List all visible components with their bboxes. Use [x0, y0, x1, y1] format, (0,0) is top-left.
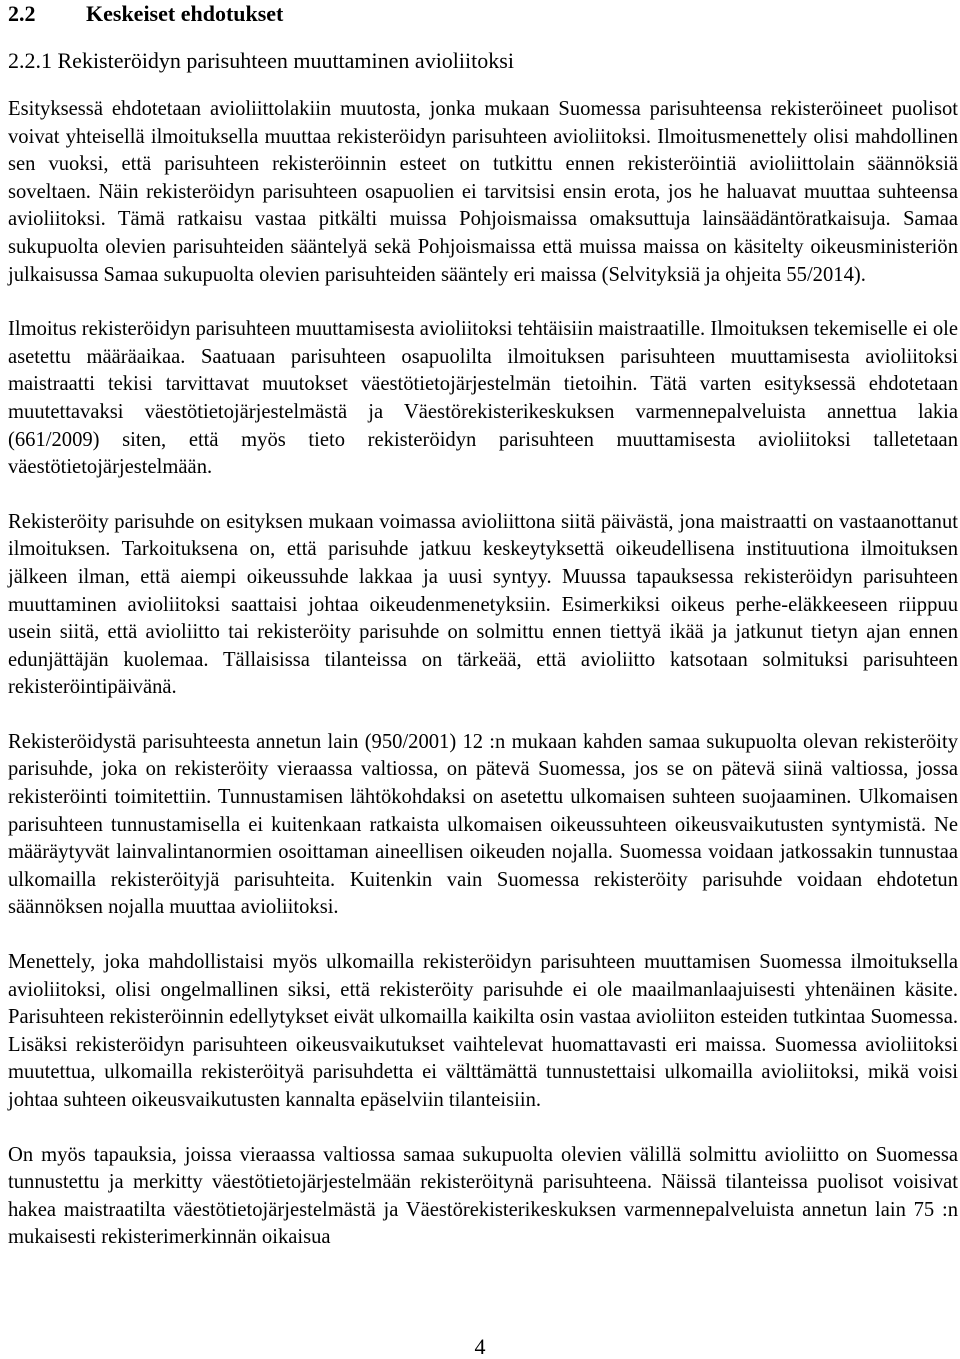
paragraph: Esityksessä ehdotetaan avioliittolakiin muutosta, jonka mukaan Suomessa parisuhteensa rekisteröineet puolisot voivat yhteisellä ilmoituksella muuttaa rekisteröidyn parisuhteen avioliitoksi. Ilmoitusmenettely olisi mahdollinen sen vuoksi, että parisuhteen rekisteröinnin esteet on tutkittu ennen rekisteröintiä avioliittolain säännöksiä soveltaen. Näin rekisteröidyn parisuhteen osapuolien ei tarvitsisi ensin erota, jos he haluavat muuttaa suhteensa avioliitoksi. Tämä ratkaisu vastaa pitkälti muissa Pohjoismaissa omaksuttuja lainsäädäntöratkaisuja. Samaa sukupuolta olevien parisuhteiden sääntelyä sekä Pohjoismaissa että muissa maissa on käsitelty oikeusministeriön julkaisussa Samaa sukupuolta olevien parisuhteiden sääntely eri maissa (Selvityksiä ja ohjeita 55/2014).: [8, 98, 958, 286]
section-number: 2.2: [8, 1, 36, 26]
paragraph: Menettely, joka mahdollistaisi myös ulkomailla rekisteröidyn parisuhteen muuttamisen Suomessa ilmoituksella avioliitoksi, olisi ongelmallinen siksi, että rekisteröity parisuhde ei ole maailmanlaajuisesti yhtenäinen käsite. Parisuhteen rekisteröinnin edellytykset eivät ulkomailla kaikilta osin vastaa avioliiton esteiden tutkintaa Suomessa. Lisäksi rekisteröidyn parisuhteen oikeusvaikutukset vaihtelevat huomattavasti eri maissa. Suomessa avioliitoksi muutettua, ulkomailla rekisteröityä parisuhdetta ei välttämättä tunnustettaisi ulkomailla avioliitoksi, mikä voisi johtaa suhteen oikeusvaikutusten kannalta epäselviin tilanteisiin.: [8, 951, 958, 1111]
paragraph: On myös tapauksia, joissa vieraassa valtiossa samaa sukupuolta olevien välillä solmittu avioliitto on Suomessa tunnustettu ja merkitty väestötietojärjestelmään rekisteröitynä parisuhteena. Näissä tilanteissa puolisot voisivat hakea maistraatilta väestötietojärjestelmästä ja Väestörekisterikeskuksen varmennepalveluista annetun lain 75 :n mukaisesti rekisterimerkinnän oikaisua: [8, 1143, 958, 1249]
paragraph: Rekisteröity parisuhde on esityksen mukaan voimassa avioliittona siitä päivästä, jona maistraatti on vastaanottanut ilmoituksen. Tarkoituksena on, että parisuhde jatkuu keskeytyksettä oikeudellisena instituutiona ilmoituksen jälkeen ilman, että aiempi oikeussuhde lakkaa ja uusi syntyy. Muussa tapauksessa rekisteröidyn parisuhteen muuttaminen avioliitoksi saattaisi johtaa oikeudenmenetyksiin. Esimerkiksi oikeus perhe-eläkkeeseen riippuu usein siitä, että avioliitto tai rekisteröity parisuhde on solmittu ennen tiettyä ikää ja jatkunut tietyn ajan ennen edunjättäjän kuolemaa. Tällaisissa tilanteissa on tärkeää, että avioliitto katsotaan solmituksi parisuhteen rekisteröintipäivänä.: [8, 510, 958, 699]
section-title: Keskeiset ehdotukset: [86, 1, 284, 26]
paragraph: Ilmoitus rekisteröidyn parisuhteen muuttamisesta avioliitoksi tehtäisiin maistraatille. Ilmoituksen tekemiselle ei ole asetettu määräaikaa. Saatuaan parisuhteen osapuolilta ilmoituksen parisuhteen muuttamisesta avioliitoksi maistraatti tekisi tarvittavat muutokset väestötietojärjestelmän tietoihin. Tätä varten esityksessä ehdotetaan muutettavaksi väestötietojärjestelmästä ja Väestörekisterikeskuksen varmennepalveluista annettua lakia (661/2009) siten, että myös tieto rekisteröidyn parisuhteen muuttamisesta avioliitoksi talletetaan väestötietojärjestelmään.: [8, 318, 958, 479]
section-heading: [8, 1, 283, 27]
paragraph: Rekisteröidystä parisuhteesta annetun lain (950/2001) 12 :n mukaan kahden samaa sukupuolta olevan rekisteröity parisuhde, joka on rekisteröity vieraassa valtiossa, on pätevä Suomessa, jos se on pätevä siinä valtiossa, jossa rekisteröinti toimitettiin. Tunnustamisen lähtökohdaksi on asetettu ulkomaisen suhteen suojaaminen. Ulkomaisen parisuhteen tunnustamisella ei kuitenkaan ratkaista ulkomaisen oikeussuhteen oikeusvaikutusten syntymistä. Ne määräytyvät lainvalintanormien osoittaman aineellisen oikeuden nojalla. Suomessa voidaan jatkossakin tunnustaa ulkomailla rekisteröityjä parisuhteita. Kuitenkin vain Suomessa rekisteröity parisuhde voidaan ehdotetun säännöksen nojalla muuttaa avioliitoksi.: [8, 730, 958, 919]
document-body: [8, 96, 958, 1279]
subsection-heading: 2.2.1 Rekisteröidyn parisuhteen muuttaminen avioliitoksi: [8, 48, 514, 73]
page-number: 4: [474, 1334, 486, 1359]
